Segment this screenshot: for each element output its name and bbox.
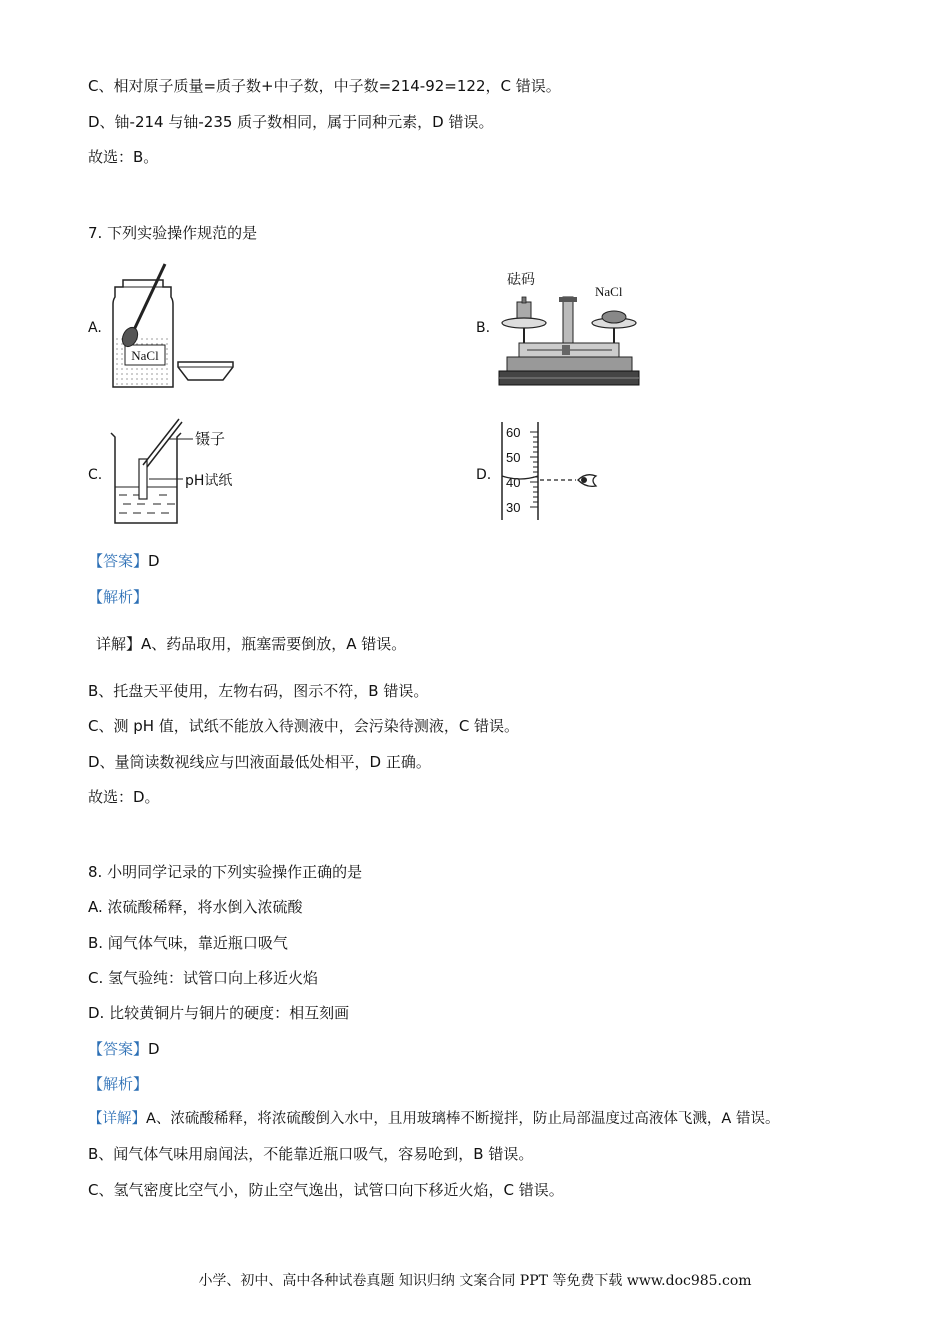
- tweezers-label: 镊子: [195, 430, 226, 448]
- q7-option-d-label: D.: [476, 467, 492, 483]
- ph-paper-label: pH试纸: [185, 473, 233, 489]
- q8-answer: 【答案】D: [88, 1040, 160, 1058]
- q7-stem: 7. 下列实验操作规范的是: [88, 224, 258, 242]
- bottle-label-text: NaCl: [131, 348, 159, 363]
- q7-choose: 故选：D。: [88, 788, 160, 806]
- weight-label: 砝码: [507, 272, 535, 288]
- q8-line-b: B、闻气体气味用扇闻法，不能靠近瓶口吸气，容易呛到，B 错误。: [88, 1145, 534, 1163]
- q7-answer: 【答案】D: [88, 552, 160, 570]
- q8-option-b: B. 闻气体气味，靠近瓶口吸气: [88, 934, 288, 952]
- reagent-bottle-figure: [105, 262, 250, 392]
- q8-line-c: C、氢气密度比空气小，防止空气逸出，试管口向下移近火焰，C 错误。: [88, 1181, 564, 1199]
- q8-option-d: D. 比较黄铜片与铜片的硬度：相互刻画: [88, 1004, 350, 1022]
- q7-option-a-label: A.: [88, 320, 102, 336]
- q7-detail: 详解】A、药品取用，瓶塞需要倒放，A 错误。: [96, 635, 407, 653]
- q7-line-d: D、量筒读数视线应与凹液面最低处相平，D 正确。: [88, 753, 431, 771]
- q6-line-c: C、相对原子质量=质子数+中子数，中子数=214-92=122，C 错误。: [88, 77, 561, 95]
- cylinder-tick-30: 30: [506, 500, 521, 515]
- q8-option-a: A. 浓硫酸稀释，将水倒入浓硫酸: [88, 898, 303, 916]
- cylinder-tick-60: 60: [506, 425, 521, 440]
- balance-figure: [497, 265, 647, 393]
- q6-choose: 故选：B。: [88, 148, 159, 166]
- q7-analysis-tag: 【解析】: [88, 588, 149, 606]
- graduated-cylinder-figure: [498, 420, 603, 522]
- q8-option-c: C. 氢气验纯：试管口向上移近火焰: [88, 969, 319, 987]
- q7-option-c-label: C.: [88, 467, 103, 483]
- ph-test-figure: [105, 415, 255, 527]
- q7-line-c: C、测 pH 值，试纸不能放入待测液中，会污染待测液，C 错误。: [88, 717, 520, 735]
- cylinder-tick-50: 50: [506, 450, 521, 465]
- q8-detail: 【详解】A、浓硫酸稀释，将浓硫酸倒入水中，且用玻璃棒不断搅拌，防止局部温度过高液体飞溅，A 错误。: [88, 1111, 780, 1127]
- q8-stem: 8. 小明同学记录的下列实验操作正确的是: [88, 863, 363, 881]
- page-footer: 小学、初中、高中各种试卷真题 知识归纳 文案合同 PPT 等免费下载 www.doc985.com: [198, 1273, 752, 1289]
- q7-line-b: B、托盘天平使用，左物右码，图示不符，B 错误。: [88, 682, 429, 700]
- q6-line-d: D、铀-214 与铀-235 质子数相同，属于同种元素，D 错误。: [88, 113, 494, 131]
- q7-option-b-label: B.: [476, 320, 491, 336]
- salt-label: NaCl: [595, 284, 623, 299]
- eye-icon: [578, 475, 596, 487]
- q8-analysis-tag: 【解析】: [88, 1075, 149, 1093]
- cylinder-tick-40: 40: [506, 475, 521, 490]
